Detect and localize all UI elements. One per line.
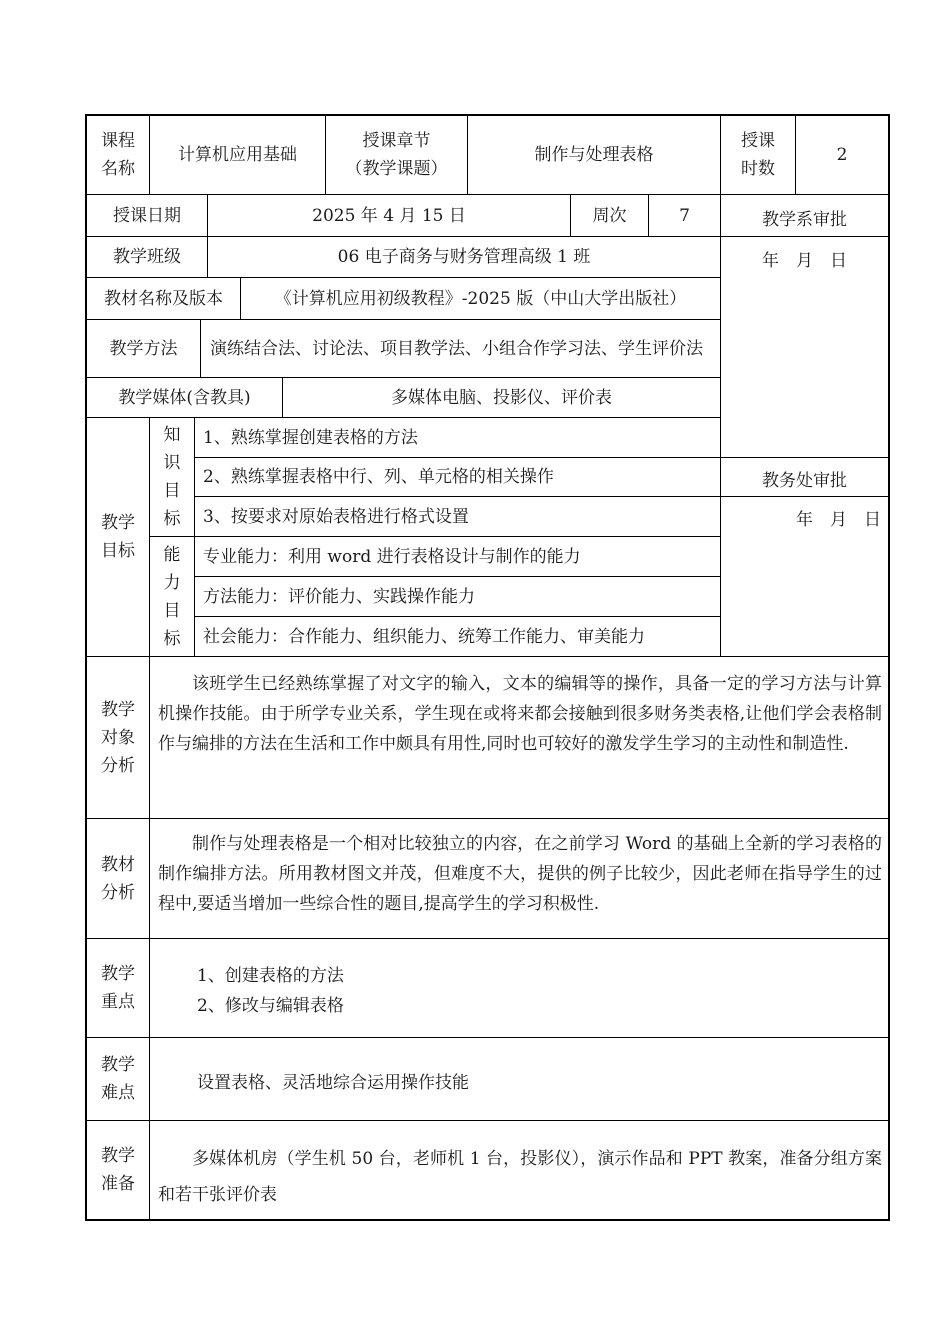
knowledge-item: 1、熟练掌握创建表格的方法 bbox=[203, 427, 418, 448]
prep-text: 多媒体机房（学生机 50 台，老师机 1 台，投影仪），演示作品和 PPT 教案，准备分组方案和若干张评价表 bbox=[158, 1149, 882, 1205]
ability-item: 专业能力：利用 word 进行表格设计与制作的能力 bbox=[203, 546, 581, 567]
class-value: 06 电子商务与财务管理高级 1 班 bbox=[337, 247, 591, 267]
week-value: 7 bbox=[679, 205, 690, 226]
media-label: 教学媒体(含教具) bbox=[118, 387, 251, 408]
chapter-label: 授课章节 （教学课题） bbox=[345, 131, 448, 179]
method-label: 教学方法 bbox=[109, 338, 178, 359]
ability-item: 社会能力：合作能力、组织能力、统筹工作能力、审美能力 bbox=[203, 626, 645, 647]
course-name: 计算机应用基础 bbox=[178, 145, 297, 165]
keypoints-label: 教学 重点 bbox=[101, 964, 135, 1012]
prep-label: 教学 准备 bbox=[101, 1146, 135, 1194]
materials-analysis: 制作与处理表格是一个相对比较独立的内容，在之前学习 Word 的基础上全新的学习表格的制作编排方法。所用教材图文并茂，但难度不大，提供的例子比较少，因此老师在指导学生的过程中,要适当增加一些综合性的题目,提高学生的学习积极性. bbox=[158, 834, 882, 914]
difficulty-text: 设置表格、灵活地综合运用操作技能 bbox=[197, 1073, 469, 1093]
objectives-label: 教学 目标 bbox=[101, 513, 135, 561]
students-analysis: 该班学生已经熟练掌握了对文字的输入，文本的编辑等的操作，具备一定的学习方法与计算机操作技能。由于所学专业关系，学生现在或将来都会接触到很多财务类表格,让他们学会表格制作与编排的方法在生活和工作中颇具有用性,同时也可较好的激发学生学习的主动性和制造性. bbox=[158, 674, 882, 754]
dept-approval-label: 教学系审批 bbox=[762, 209, 847, 230]
keypoints-list bbox=[197, 961, 877, 1021]
knowledge-objectives-label: 知 识 目 标 bbox=[163, 425, 181, 529]
date-label: 授课日期 bbox=[113, 205, 181, 226]
difficulty-label: 教学 难点 bbox=[101, 1055, 135, 1103]
media-value: 多媒体电脑、投影仪、评价表 bbox=[391, 387, 612, 408]
ability-objectives-label: 能 力 目 标 bbox=[163, 544, 181, 649]
dept-approval-date: 年 月 日 bbox=[762, 251, 847, 271]
course-name-label: 课程 名称 bbox=[101, 131, 135, 179]
hours-label: 授课 时数 bbox=[741, 131, 775, 179]
ability-item: 方法能力：评价能力、实践操作能力 bbox=[203, 586, 475, 607]
knowledge-item: 3、按要求对原始表格进行格式设置 bbox=[203, 506, 469, 527]
knowledge-item: 2、熟练掌握表格中行、列、单元格的相关操作 bbox=[203, 467, 554, 487]
class-label: 教学班级 bbox=[113, 247, 181, 267]
materials-label: 教材 分析 bbox=[101, 854, 135, 903]
office-approval-date: 年 月 日 bbox=[796, 510, 881, 530]
students-label: 教学 对象 分析 bbox=[101, 699, 135, 776]
textbook-label: 教材名称及版本 bbox=[104, 288, 223, 309]
textbook-value: 《计算机应用初级教程》-2025 版（中山大学出版社） bbox=[274, 288, 687, 309]
date-value: 2025 年 4 月 15 日 bbox=[312, 205, 466, 226]
week-label: 周次 bbox=[592, 205, 627, 226]
hours-value: 2 bbox=[836, 145, 848, 165]
chapter-title: 制作与处理表格 bbox=[534, 145, 654, 165]
keypoint-item: 2、修改与编辑表格 bbox=[197, 996, 344, 1016]
office-approval-label: 教务处审批 bbox=[762, 471, 847, 491]
method-value: 演练结合法、讨论法、项目教学法、小组合作学习法、学生评价法 bbox=[210, 338, 703, 359]
keypoint-item: 1、创建表格的方法 bbox=[197, 966, 344, 986]
